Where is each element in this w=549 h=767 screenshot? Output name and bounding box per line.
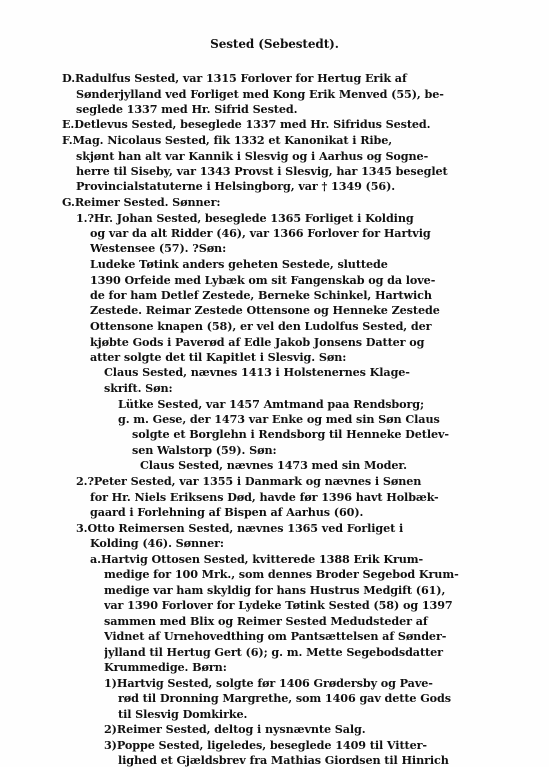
text-line: Claus Sested, nævnes 1473 med sin Moder. xyxy=(140,458,407,472)
text-line: 2)Reimer Sested, deltog i nysnævnte Salg. xyxy=(104,722,366,736)
text-line: herre til Siseby, var 1343 Provst i Slesvig, har 1345 beseglet xyxy=(76,164,448,178)
text-line: E.Detlevus Sested, beseglede 1337 med Hr. Sifridus Sested. xyxy=(62,117,431,131)
text-line: jylland til Hertug Gert (6); g. m. Mette Segebodsdatter xyxy=(104,645,443,659)
text-line: Lütke Sested, var 1457 Amtmand paa Rendsborg; xyxy=(118,397,425,411)
text-line: skjønt han alt var Kannik i Slesvig og i Aarhus og Sogne- xyxy=(76,149,429,163)
text-line: gaard i Forlehning af Bispen af Aarhus (60). xyxy=(90,505,364,519)
text-line: Krummedige. Børn: xyxy=(104,660,227,674)
text-line: atter solgte det til Kapitlet i Slesvig. Søn: xyxy=(90,350,347,364)
text-line: medige var ham skyldig for hans Hustrus Medgift (61), xyxy=(104,583,446,597)
text-line: rød til Dronning Margrethe, som 1406 gav dette Gods xyxy=(118,691,451,705)
text-line: 1)Hartvig Sested, solgte før 1406 Grødersby og Pave- xyxy=(104,676,433,690)
text-line: var 1390 Forlover for Lydeke Tøtink Sested (58) og 1397 xyxy=(104,598,453,612)
text-line: til Slesvig Domkirke. xyxy=(118,707,248,721)
text-line: Provincialstatuterne i Helsingborg, var † 1349 (56). xyxy=(76,179,396,193)
text-line: solgte et Borglehn i Rendsborg til Henneke Detlev- xyxy=(132,427,449,441)
text-line: og var da alt Ridder (46), var 1366 Forlover for Hartvig xyxy=(90,226,431,240)
text-line: skrift. Søn: xyxy=(104,381,173,395)
text-line: Ludeke Tøtink anders geheten Sestede, sluttede xyxy=(90,257,388,271)
running-header: Sested (Sebestedt). xyxy=(210,37,339,51)
text-line: kjøbte Gods i Paverød af Edle Jakob Jonsens Datter og xyxy=(90,335,425,349)
text-line: D.Radulfus Sested, var 1315 Forlover for Hertug Erik af xyxy=(62,71,407,85)
text-line: sen Walstorp (59). Søn: xyxy=(132,443,277,457)
text-line: 1.?Hr. Johan Sested, beseglede 1365 Forliget i Kolding xyxy=(76,211,414,225)
text-line: Zestede. Reimar Zestede Ottensone og Henneke Zestede xyxy=(90,303,440,317)
text-line: for Hr. Niels Eriksens Død, havde før 1396 havt Holbæk- xyxy=(90,490,439,504)
text-line: seglede 1337 med Hr. Sifrid Sested. xyxy=(76,102,298,116)
text-line: de for ham Detlef Zestede, Berneke Schinkel, Hartwich xyxy=(90,288,432,302)
text-line: medige for 100 Mrk., som dennes Broder Segebod Krum- xyxy=(104,567,459,581)
text-line: lighed et Gjældsbrev fra Mathias Giordsen til Hinrich xyxy=(118,753,449,767)
text-line: 3.Otto Reimersen Sested, nævnes 1365 ved Forliget i xyxy=(76,521,404,535)
text-line: a.Hartvig Ottosen Sested, kvitterede 1388 Erik Krum- xyxy=(90,552,424,566)
text-line: Kolding (46). Sønner: xyxy=(90,536,224,550)
text-line: Vidnet af Urnehovedthing om Pantsættelsen af Sønder- xyxy=(104,629,447,643)
text-line: F.Mag. Nicolaus Sested, fik 1332 et Kanonikat i Ribe, xyxy=(62,133,393,147)
text-line: 1390 Orfeide med Lybæk om sit Fangenskab og da love- xyxy=(90,273,436,287)
text-line: Sønderjylland ved Forliget med Kong Erik Menved (55), be- xyxy=(76,87,444,101)
text-line: 3)Poppe Sested, ligeledes, beseglede 1409 til Vitter- xyxy=(104,738,427,752)
text-line: 2.?Peter Sested, var 1355 i Danmark og nævnes i Sønen xyxy=(76,474,422,488)
text-line: Claus Sested, nævnes 1413 i Holstenernes Klage- xyxy=(104,365,410,379)
text-line: Ottensone knapen (58), er vel den Ludolfus Sested, der xyxy=(90,319,432,333)
text-line: Westensee (57). ?Søn: xyxy=(90,241,227,255)
text-line: sammen med Blix og Reimer Sested Medudsteder af xyxy=(104,614,428,628)
text-line: G.Reimer Sested. Sønner: xyxy=(62,195,221,209)
text-line: g. m. Gese, der 1473 var Enke og med sin Søn Claus xyxy=(118,412,440,426)
